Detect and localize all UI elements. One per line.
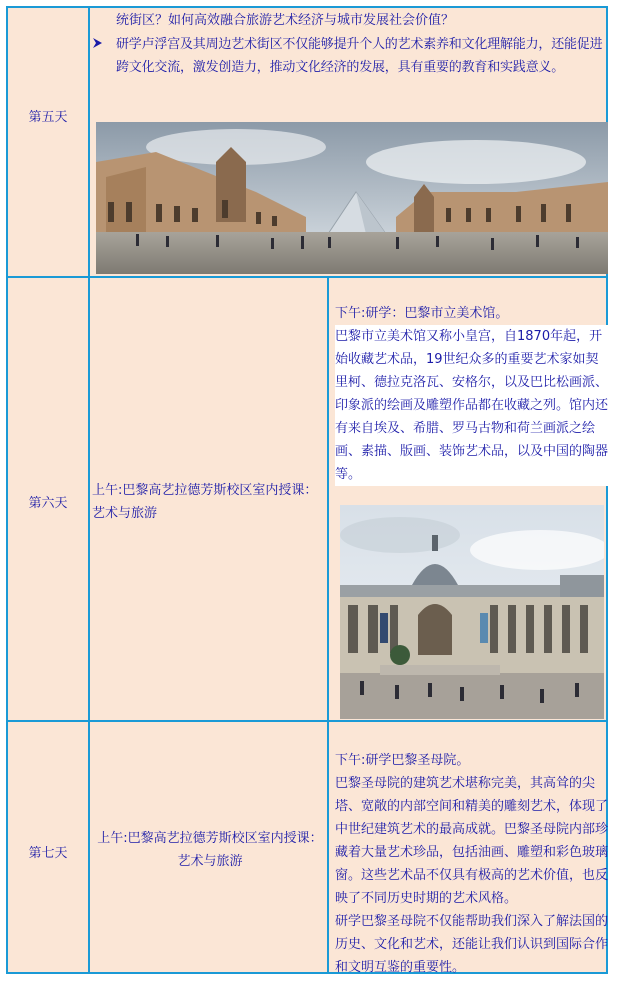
petit-palais-photo [340,505,604,719]
column-divider [327,276,329,972]
day5-question-line: 统街区？如何高效融合旅游艺术经济与城市发展社会价值？ [116,13,455,28]
day7-afternoon-title: 下午:研学巴黎圣母院。 [335,753,470,768]
day7-afternoon-conclusion: 研学巴黎圣母院不仅能帮助我们深入了解法国的历史、文化和艺术，还能让我们认识到国际合作和文明互鉴的重要性。 [335,914,609,975]
arrow-bullet-icon [92,37,104,49]
day-label: 第六天 [28,496,68,511]
row-divider [8,276,606,278]
column-divider [88,8,90,972]
day-label: 第五天 [28,110,68,125]
day6-afternoon-title: 下午:研学：巴黎市立美术馆。 [335,306,509,321]
louvre-pyramid-photo [96,122,608,274]
day7-afternoon-block [335,749,611,979]
day5-summary-paragraph: 研学卢浮宫及其周边艺术街区不仅能够提升个人的艺术素养和文化理解能力，还能促进跨文化交流，激发创造力，推动文化经济的发展，具有重要的教育和实践意义。 [116,37,603,75]
day-label: 第七天 [28,846,68,861]
day6-morning-text: 上午:巴黎高艺拉德芳斯校区室内授课：艺术与旅游 [92,483,318,521]
day6-afternoon-description: 巴黎市立美术馆又称小皇宫，自1870年起，开始收藏艺术品，19世纪众多的重要艺术家如契里柯、德拉克洛瓦、安格尔，以及巴比松画派、印象派的绘画及雕塑作品都在收藏之列。馆内还有来自埃及、希腊、罗马古物和荷兰画派之绘画、素描、版画、装饰艺术品，以及中国的陶器等。 [335,325,611,486]
row-divider [8,720,606,722]
day7-afternoon-description: 巴黎圣母院的建筑艺术堪称完美，其高耸的尖塔、宽敞的内部空间和精美的雕刻艺术，体现了中世纪建筑艺术的最高成就。巴黎圣母院内部珍藏着大量艺术珍品，包括油画、雕塑和彩色玻璃窗。这些艺术品不仅具有极高的艺术价值，也反映了不同历史时期的艺术风格。 [335,776,609,906]
day6-afternoon-block [335,302,611,486]
day7-morning-text: 上午:巴黎高艺拉德芳斯校区室内授课：艺术与旅游 [97,831,323,869]
itinerary-table [6,6,608,974]
